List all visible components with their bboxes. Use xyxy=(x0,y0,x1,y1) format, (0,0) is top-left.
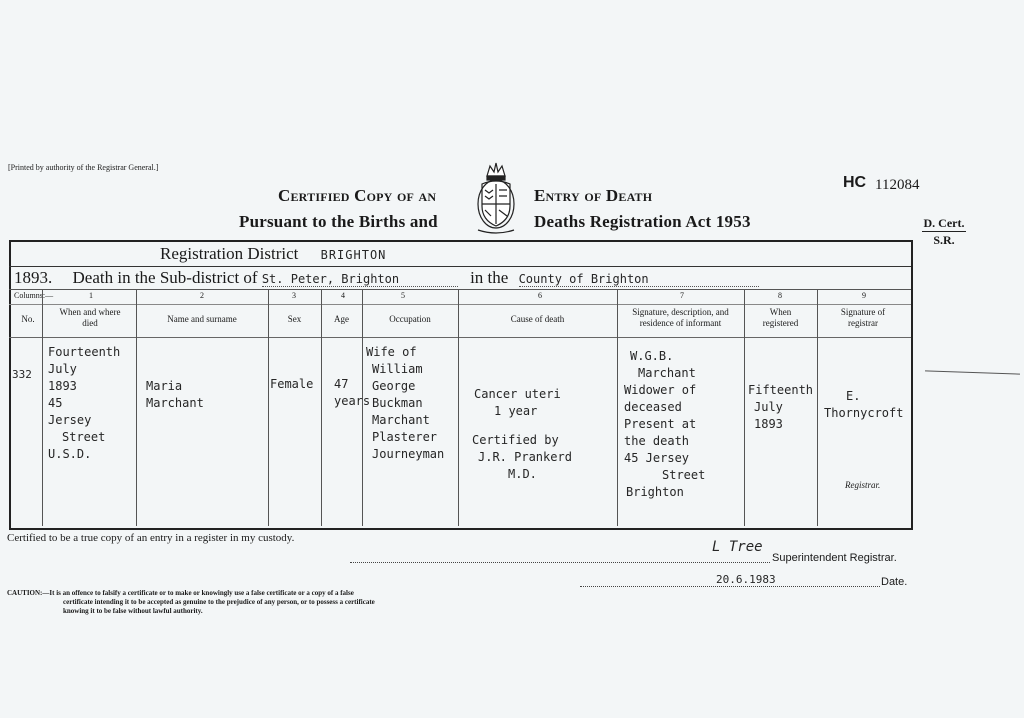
registration-district-label: Registration District xyxy=(160,244,299,263)
header-informant: Signature, description, and residence of informant xyxy=(632,307,729,328)
header-registrar-signature: Signature of registrar xyxy=(840,307,886,328)
superintendent-signature: L Tree xyxy=(712,539,763,555)
column-number: 5 xyxy=(401,291,405,300)
entry-name: Maria Marchant xyxy=(146,379,204,410)
in-the-label: in the xyxy=(470,268,509,287)
caution-line1: It is an offence to falsify a certificate or to make or knowingly use a false certificate or a copy of a false xyxy=(49,589,354,597)
form-code-line2: S.R. xyxy=(933,233,955,247)
header-when-where: When and where died xyxy=(59,307,121,328)
entry-age: 47 years xyxy=(334,377,371,408)
county-value: County of Brighton xyxy=(519,272,759,287)
registration-district-value: BRIGHTON xyxy=(320,248,387,262)
sub-district-label: Death in the Sub-district of xyxy=(72,268,258,287)
column-number-divider xyxy=(9,304,911,305)
column-divider xyxy=(458,290,459,526)
serial-number: 112084 xyxy=(875,177,920,193)
caution-notice xyxy=(7,589,467,616)
title-pursuant: Pursuant to the Births and xyxy=(239,212,438,231)
column-divider xyxy=(42,290,43,526)
subdistrict-divider xyxy=(9,289,911,290)
header-divider xyxy=(9,337,911,338)
entry-registrar-signature: E. Thornycroft xyxy=(824,389,904,420)
registration-district xyxy=(160,244,386,264)
caution-lead: CAUTION:— xyxy=(7,589,50,597)
header-name: Name and surname xyxy=(167,314,237,324)
entry-informant: W.G.B. Marchant Widower of deceased Present at the death 45 Jersey Street Brighton xyxy=(624,349,706,499)
entry-number: 332 xyxy=(12,368,32,381)
column-number: 6 xyxy=(538,291,542,300)
district-divider xyxy=(9,266,911,267)
column-divider xyxy=(268,290,269,526)
caution-line3: knowing it to be false without lawful authority. xyxy=(63,607,203,615)
form-code xyxy=(922,215,966,248)
column-number: 9 xyxy=(862,291,866,300)
sub-district-row xyxy=(14,268,759,288)
margin-line xyxy=(925,370,1020,374)
column-number: 2 xyxy=(200,291,204,300)
header-sex: Sex xyxy=(287,314,302,324)
column-number: 1 xyxy=(89,291,93,300)
printed-authority: [Printed by authority of the Registrar General.] xyxy=(8,163,159,172)
caution-line2: certificate intending it to be accepted as genuine to the prejudice of any person, or to possess a certificate xyxy=(63,598,375,606)
registrar-label: Registrar. xyxy=(845,480,881,490)
entry-year: 1893. xyxy=(14,268,53,287)
date-value: 20.6.1983 xyxy=(716,573,776,586)
column-number: 3 xyxy=(292,291,296,300)
header-no: No. xyxy=(21,314,35,324)
entry-cause: Cancer uteri 1 year Certified by J.R. Prankerd M.D. xyxy=(472,387,572,481)
entry-when-registered: Fifteenth July 1893 xyxy=(748,383,814,431)
header-age: Age xyxy=(334,314,349,324)
column-divider xyxy=(321,290,322,526)
header-when-registered: When registered xyxy=(762,307,799,328)
title-act: Deaths Registration Act 1953 xyxy=(534,212,751,231)
header-cause: Cause of death xyxy=(510,314,565,324)
column-number: 7 xyxy=(680,291,684,300)
column-number: 8 xyxy=(778,291,782,300)
royal-crest-icon xyxy=(473,160,519,238)
entry-when-where: Fourteenth July 1893 45 Jersey Street U.S.D. xyxy=(48,345,121,461)
date-label: Date. xyxy=(881,576,908,588)
certification-statement: Certified to be a true copy of an entry in a register in my custody. xyxy=(7,532,295,544)
header-occupation: Occupation xyxy=(389,314,431,324)
columns-label: Columns:— xyxy=(14,291,54,300)
title-entry-of-death: Entry of Death xyxy=(534,186,653,205)
form-code-line1: D. Cert. xyxy=(923,216,965,230)
column-number: 4 xyxy=(341,291,345,300)
entry-sex: Female xyxy=(270,377,314,391)
serial-prefix: HC xyxy=(843,174,867,191)
superintendent-label: Superintendent Registrar. xyxy=(772,552,897,564)
superintendent-signature-line xyxy=(350,550,770,563)
column-divider xyxy=(136,290,137,526)
title-certified-copy: Certified Copy of an xyxy=(278,186,437,205)
sub-district-value: St. Peter, Brighton xyxy=(262,272,458,287)
entry-occupation: Wife of William George Buckman Marchant Plasterer Journeyman xyxy=(366,345,445,461)
